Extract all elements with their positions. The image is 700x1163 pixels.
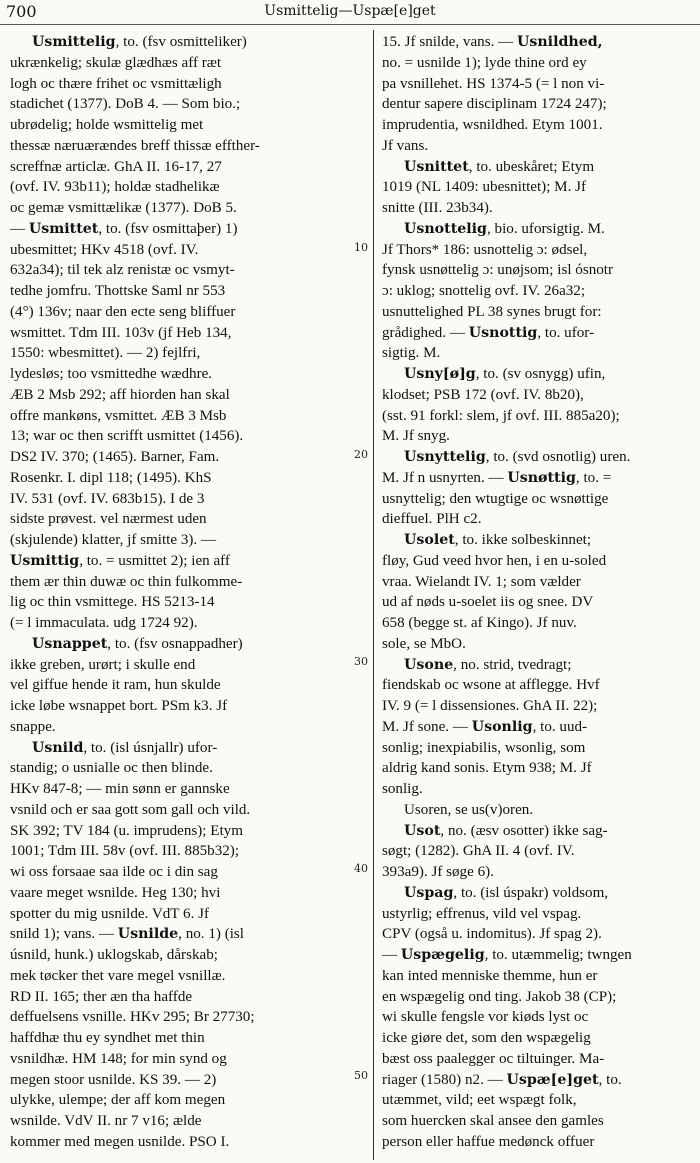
entry-line: aldrig kand sonis. Etym 938; M. Jf <box>382 760 592 777</box>
entry-line: wsnilde. VdV II. nr 7 v16; ælde <box>10 1113 202 1129</box>
entry-line: kommer med megen usnilde. PSO I. <box>10 1133 230 1150</box>
line-number: 20 <box>354 448 368 461</box>
entry-line: Usnottelig, bio. uforsigtig. M. <box>404 220 605 237</box>
entry-line: spotter du mig usnilde. VdT 6. Jf <box>10 905 210 922</box>
entry-line: 1001; Tdm III. 58v (ovf. III. 885b32); <box>10 843 240 860</box>
entry-line: (sst. 91 forkl: slem, jf ovf. III. 885a20); <box>382 407 620 424</box>
entry-line: utæmmet, vild; eet wspægt folk, <box>382 1092 577 1109</box>
entry-line: 1550: wbesmittet). — 2) fejlfri, <box>10 345 201 362</box>
entry-line: CPV (også u. indomitus). Jf spag 2). <box>382 926 602 943</box>
entry-line: Usmittelig, to. (fsv osmitteliker) <box>32 34 247 50</box>
entry-line: HKv 847-8; — min sønn er gannske <box>10 781 230 797</box>
headword: Uspægelig <box>400 947 485 963</box>
entry-line: SK 392; TV 184 (u. imprudens); Etym <box>10 822 243 839</box>
entry-line: M. Jf snyg. <box>382 428 450 445</box>
entry-line: offre mankøns, vsmittet. ÆB 3 Msb <box>10 407 227 424</box>
entry-line: ulykke, ulempe; der aff kom megen <box>10 1092 226 1109</box>
column-divider <box>373 30 374 1160</box>
entry-line: pa vsnillehet. HS 1374-5 (= l non vi- <box>382 75 605 92</box>
page-number: 700 <box>6 2 37 21</box>
left-column <box>10 32 330 1153</box>
entry-line: icke løbe wsnappet bort. PSm k3. Jf <box>10 698 228 714</box>
entry-line: sonlig. <box>382 781 423 797</box>
entry-line: megen stoor usnilde. KS 39. — 2) <box>10 1071 217 1088</box>
entry-line: fynsk usnøttelig ɔ: unøjsom; isl ósnotr <box>382 262 614 279</box>
headword: Usmittet <box>28 220 99 237</box>
entry-line: — Uspægelig, to. utæmmelig; twngen <box>382 947 632 963</box>
entry-line: usnuttelighed PL 38 synes brugt for: <box>382 303 602 320</box>
entry-line: them ær thin duwæ oc thin fulkomme- <box>10 573 243 590</box>
entry-line: vsnild och er saa gott som gall och vild. <box>10 801 251 818</box>
entry-line: vraa. Wielandt IV. 1; som vælder <box>382 573 581 590</box>
headword: Usnottig <box>468 324 538 341</box>
entry-line: imprudentia, wsnildhed. Etym 1001. <box>382 117 603 133</box>
entry-line: usnyttelig; den wtugtige oc wsnøttige <box>382 490 609 507</box>
entry-line: DS2 IV. 370; (1465). Barner, Fam. <box>10 449 220 465</box>
entry-line: sole, se MbO. <box>382 635 466 652</box>
entry-line: vel giffue hende it ram, hun skulde <box>10 677 221 694</box>
entry-line: snitte (III. 23b34). <box>382 200 493 216</box>
headword: Usnottelig <box>404 220 487 237</box>
headword: Usone <box>404 656 454 673</box>
entry-line: logh oc thære frihet oc vsmittæligh <box>10 75 222 92</box>
entry-line: ikke greben, urørt; i skulle end <box>10 656 196 673</box>
headword: Usnild <box>32 739 84 756</box>
entry-line: 1019 (NL 1409: ubesnittet); M. Jf <box>382 179 587 196</box>
entry-line: ÆB 2 Msb 292; aff hiorden han skal <box>10 386 230 403</box>
entry-line: snild 1); vans. — Usnilde, no. 1) (isl <box>10 926 244 943</box>
entry-line: ukrænkelig; skulæ glædhæs aff ræt <box>10 54 222 71</box>
entry-line: Usone, no. strid, tvedragt; <box>404 656 572 673</box>
entry-line: snappe. <box>10 718 56 735</box>
headword: Usnappet <box>32 635 108 652</box>
entry-line: ubesmittet; HKv 4518 (ovf. IV. <box>10 241 199 258</box>
page-header <box>0 0 700 25</box>
entry-line: no. = usnilde 1); lyde thine ord ey <box>382 54 587 71</box>
headword: Usny[ø]g <box>404 366 476 382</box>
entry-line: stadichet (1377). DoB 4. — Som bio.; <box>10 96 241 113</box>
entry-line: dentur sapere disciplinam 1724 247); <box>382 96 607 113</box>
entry-line: (= l immaculata. udg 1724 92). <box>10 615 198 631</box>
entry-line: lydesløs; too vsmittedhe wædhre. <box>10 366 213 382</box>
entry-line: Rosenkr. I. dipl 118; (1495). KhS <box>10 469 212 486</box>
entry-line: 632a34); til tek alz renistæ oc vsmyt- <box>10 262 235 279</box>
entry-line: RD II. 165; ther æn tha haffde <box>10 988 193 1005</box>
entry-line: Usnild, to. (isl úsnjallr) ufor- <box>32 739 218 756</box>
entry-line: som huercken skal ansee den gamles <box>382 1113 604 1129</box>
headword: Usot <box>404 822 441 839</box>
entry-line: úsnild, hunk.) uklogskab, dårskab; <box>10 947 218 963</box>
line-number: 10 <box>354 241 368 254</box>
entry-line: Usny[ø]g, to. (sv osnygg) ufin, <box>404 366 606 382</box>
right-column <box>382 32 694 1153</box>
headword: Usolet <box>404 532 455 548</box>
entry-line: wi skulle fengsle vor kiøds lyst oc <box>382 1009 589 1026</box>
entry-line: kan inted menniske themme, hun er <box>382 967 598 984</box>
entry-line: vsnildhæ. HM 148; for min synd og <box>10 1050 227 1067</box>
entry-line: lig oc thin vsmittege. HS 5213-14 <box>10 594 215 611</box>
entry-line: IV. 9 (= l dissensiones. GhA II. 22); <box>382 698 598 714</box>
entry-line: Uspag, to. (isl úspakr) voldsom, <box>404 884 609 901</box>
entry-line: 658 (begge st. af Kingo). Jf nuv. <box>382 615 577 631</box>
entry-line: person eller haffue medønck offuer <box>382 1133 595 1150</box>
entry-line: ubrødelig; holde wsmittelig met <box>10 117 204 133</box>
entry-line: wsmittet. Tdm III. 103v (jf Heb 134, <box>10 324 232 341</box>
entry-line: Usnyttelig, to. (svd osnotlig) uren. <box>404 449 631 465</box>
headword: Usnittet <box>404 158 469 175</box>
entry-line: standig; o usnialle oc then blinde. <box>10 760 213 777</box>
running-title: Usmittelig—Uspæ[e]get <box>264 3 436 19</box>
entry-line: grådighed. — Usnottig, to. ufor- <box>382 324 595 341</box>
entry-line: Usoren, se us(v)oren. <box>404 801 534 818</box>
entry-line: — Usmittet, to. (fsv osmittaþer) 1) <box>10 220 238 237</box>
headword: Usonlig <box>471 718 533 735</box>
line-number: 30 <box>354 655 368 668</box>
entry-line: thessæ næruærændes breff thissæ effther- <box>10 137 260 154</box>
entry-line: haffdhæ thu ey syndhet met thin <box>10 1030 205 1046</box>
entry-line: Usot, no. (æsv osotter) ikke sag- <box>404 822 608 839</box>
entry-line: M. Jf sone. — Usonlig, to. uud- <box>382 718 588 735</box>
entry-line: M. Jf n usnyrten. — Usnøttig, to. = <box>382 469 612 486</box>
entry-line: oc gemæ vsmittælikæ (1377). DoB 5. <box>10 200 237 216</box>
entry-line: ustyrlig; effrenus, vild vel vspag. <box>382 905 582 922</box>
headword: Uspag <box>404 884 454 901</box>
entry-line: IV. 531 (ovf. IV. 683b15). I de 3 <box>10 490 205 507</box>
entry-line: sigtig. M. <box>382 345 441 362</box>
entry-line: dieffuel. PlH c2. <box>382 511 482 528</box>
line-number: 50 <box>354 1069 368 1082</box>
entry-line: Jf vans. <box>382 137 429 154</box>
headword: Usmittelig <box>32 34 116 50</box>
entry-line: icke giøre det, som den wspægelig <box>382 1030 591 1046</box>
entry-line: Usolet, to. ikke solbeskinnet; <box>404 532 592 548</box>
line-number: 40 <box>354 862 368 875</box>
entry-line: klodset; PSB 172 (ovf. IV. 8b20), <box>382 386 584 403</box>
headword: Uspæ[e]get <box>506 1071 599 1088</box>
entry-line: 393a9). Jf søge 6). <box>382 864 494 880</box>
entry-line: en wspægelig ond ting. Jakob 38 (CP); <box>382 988 617 1005</box>
entry-line: Usnappet, to. (fsv osnappadher) <box>32 635 243 652</box>
headword: Usmittig <box>10 552 80 569</box>
entry-line: fløy, Gud veed hvor hen, i en u-soled <box>382 552 607 569</box>
entry-line: riager (1580) n2. — Uspæ[e]get, to. <box>382 1071 622 1088</box>
headword: Usnildhed, <box>517 34 603 50</box>
entry-line: Usnittet, to. ubeskåret; Etym <box>404 158 595 175</box>
entry-line: bæst oss paalegger oc tiltuinger. Ma- <box>382 1050 605 1067</box>
headword: Usnøttig <box>507 469 576 486</box>
entry-line: wi oss forsaae saa ilde oc i din sag <box>10 864 218 880</box>
entry-line: sonlig; inexpiabilis, wsonlig, som <box>382 739 586 756</box>
entry-line: 15. Jf snilde, vans. — Usnildhed, <box>382 34 603 50</box>
entry-line: ud af nøds u-soelet iis og snee. DV <box>382 594 594 611</box>
entry-line: deffuelsens vsnille. HKv 295; Br 27730; <box>10 1009 255 1026</box>
entry-line: ɔ: uklog; snottelig ovf. IV. 26a32; <box>382 283 586 299</box>
entry-line: (4°) 136v; naar den ecte seng bliffuer <box>10 303 236 320</box>
entry-line: sidste prøvest. vel nærmest uden <box>10 511 207 528</box>
entry-line: vaare meget wsnilde. Heg 130; hvi <box>10 884 221 901</box>
entry-line: Usmittig, to. = usmittet 2); ien aff <box>10 552 230 569</box>
entry-line: fiendskab oc wsone at afflegge. Hvf <box>382 677 600 694</box>
entry-line: (skjulende) klatter, jf smitte 3). — <box>10 532 217 548</box>
headword: Usnilde <box>117 926 179 943</box>
entry-line: (ovf. IV. 93b11); holdæ stadhelikæ <box>10 179 220 196</box>
entry-line: mek tøcker thet vare megel vsnillæ. <box>10 967 226 984</box>
headword: Usnyttelig <box>404 449 486 465</box>
entry-line: 13; war oc then scrifft usmittet (1456). <box>10 428 244 445</box>
entry-line: screffnæ articlæ. GhA II. 16-17, 27 <box>10 158 222 175</box>
entry-line: Jf Thors* 186: usnottelig ɔ: ødsel, <box>382 241 588 258</box>
entry-line: søgt; (1282). GhA II. 4 (ovf. IV. <box>382 843 575 860</box>
entry-line: tedhe jomfru. Thottske Saml nr 553 <box>10 283 226 299</box>
